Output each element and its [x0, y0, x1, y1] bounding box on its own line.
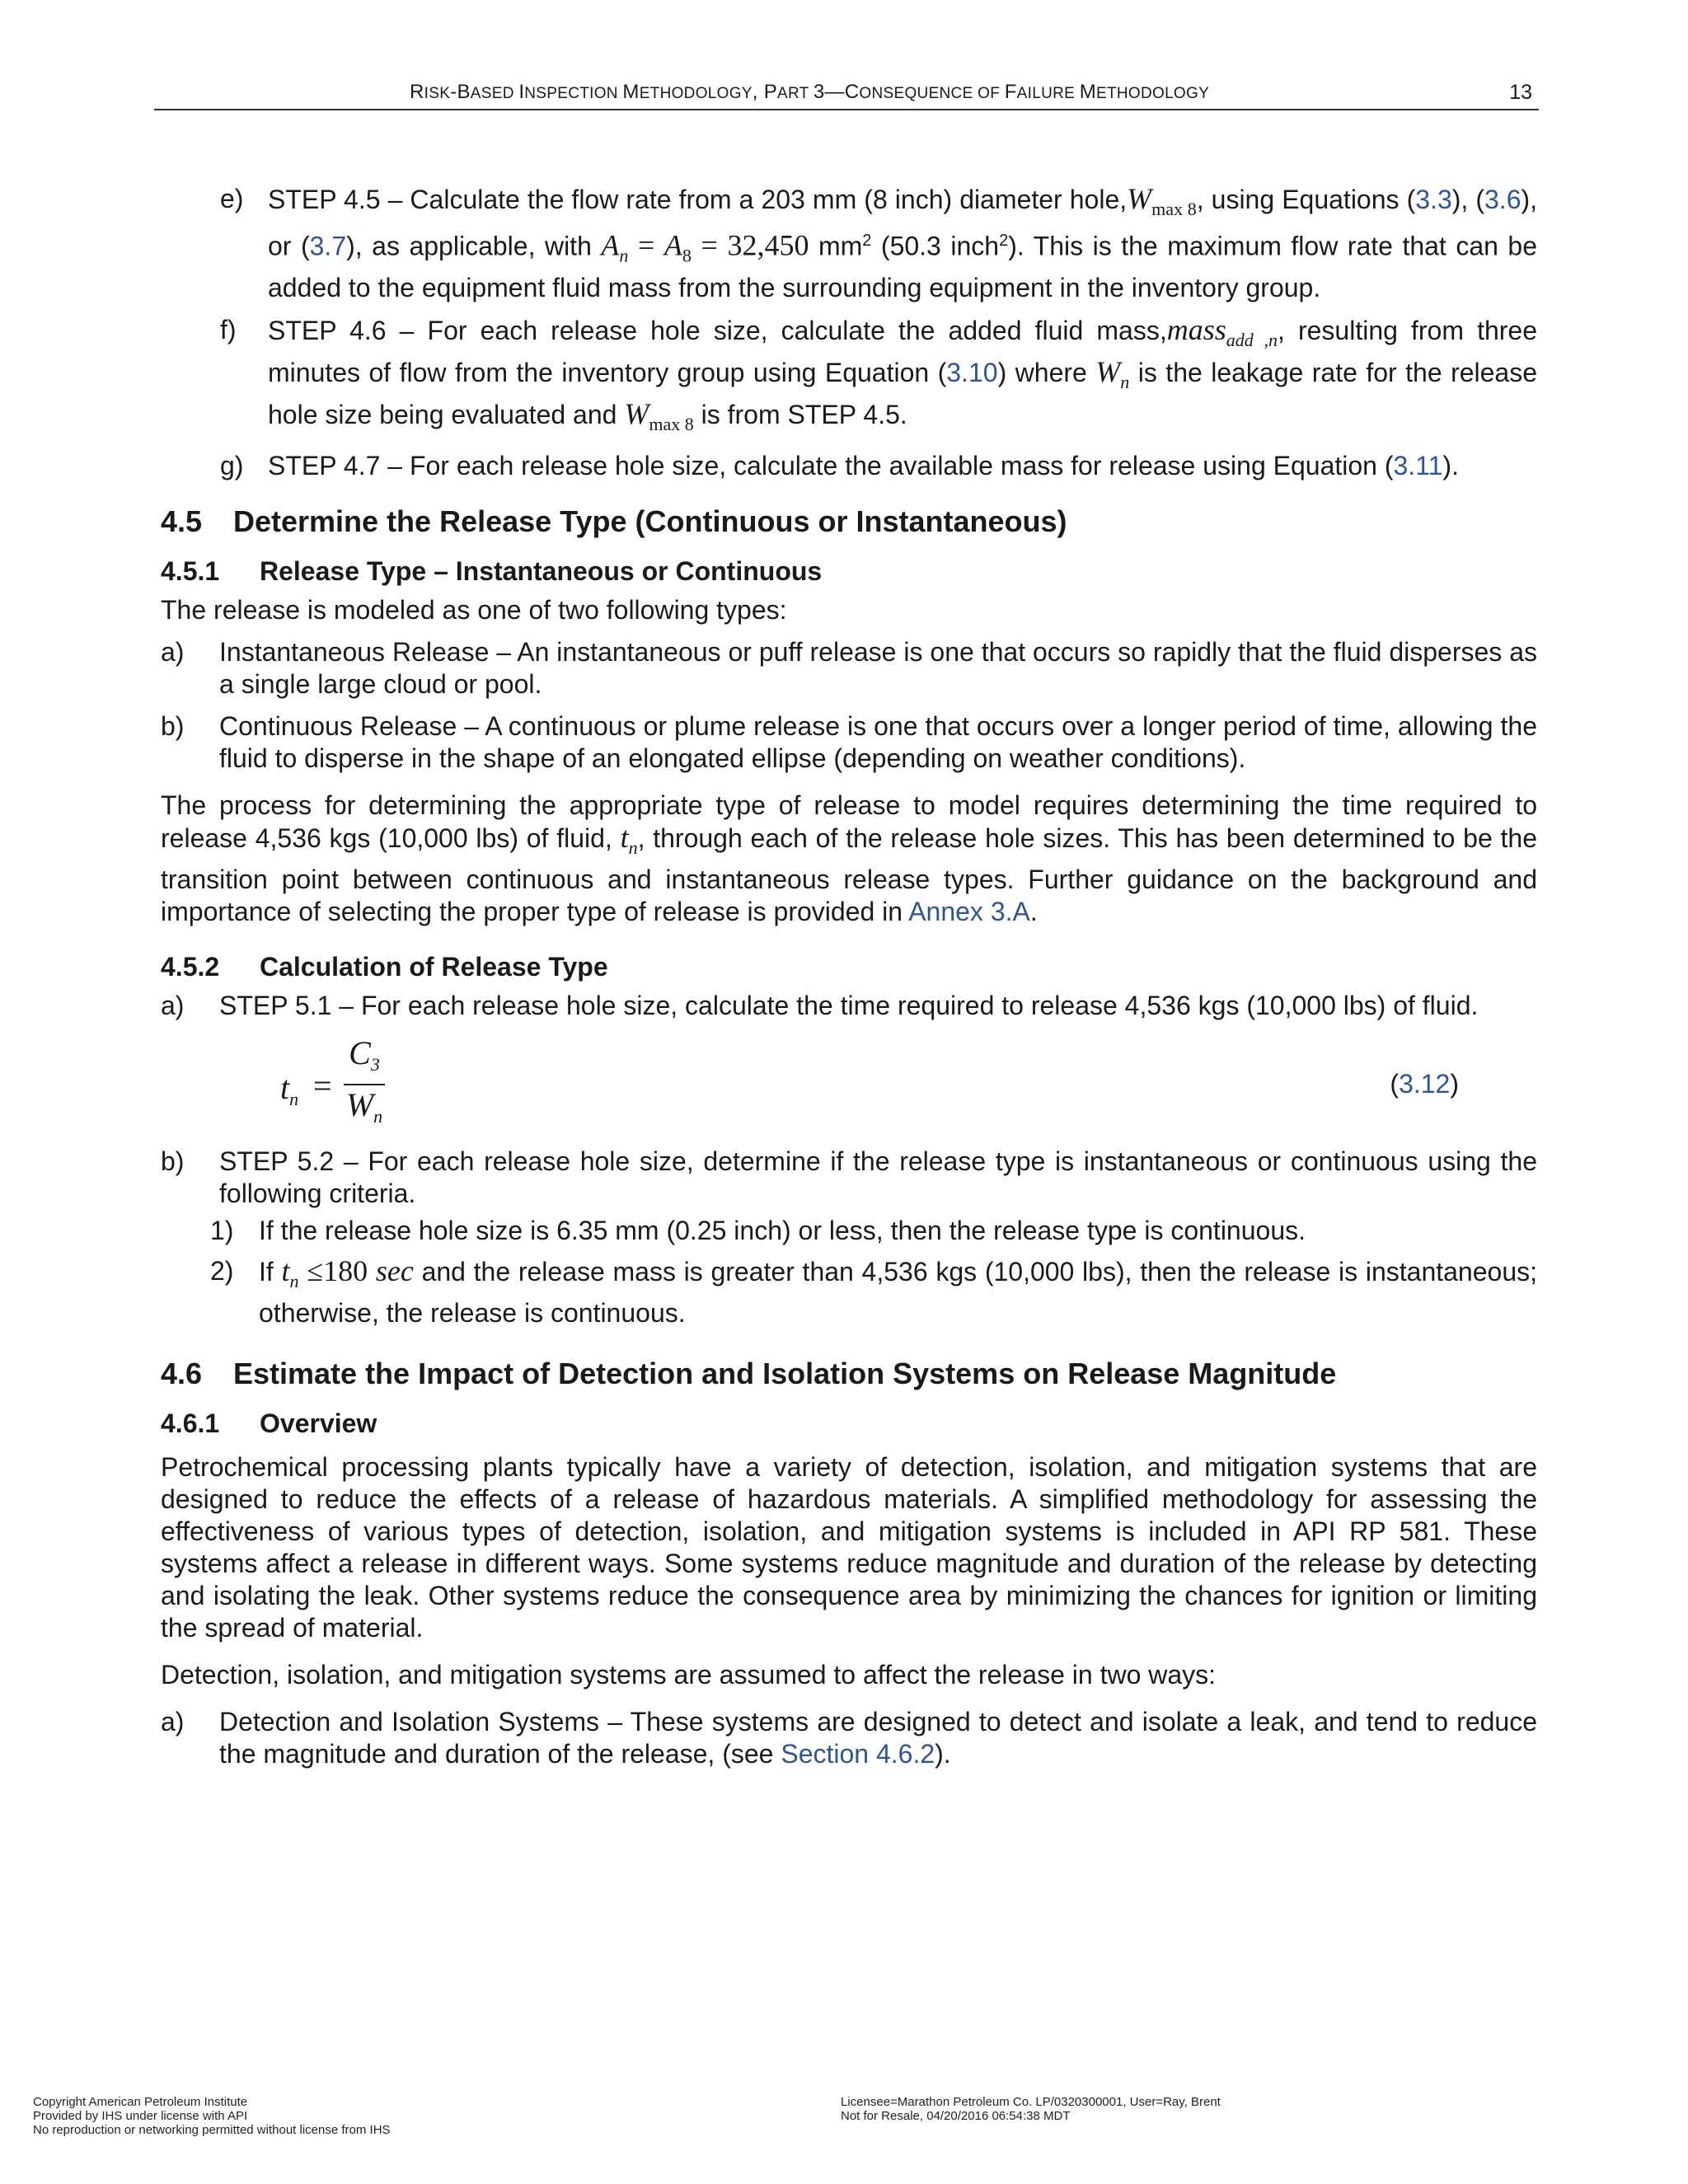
criterion-2: 2) If $t_n \le 180$ sec and the release mass is greater than 4,536 kgs (10,000 lbs), then the release is instantaneous; otherwise, the release is continuous. — [210, 1254, 1538, 1328]
paragraph: The process for determining the appropriate type of release to model requires determining the time required to release 4,536 kgs (10,000 lbs) of fluid, $t_n$, through each of the release hole sizes. This has been determined to be the transition point between continuous and instantaneous release types. Further guidance on the background and importance of selecting the proper type of release is provided in Annex 3.A. — [161, 790, 1538, 926]
step-5-2: b) STEP 5.2 – For each release hole size, determine if the release type is instantaneous or continuous using the following criteria. — [161, 1146, 1537, 1208]
section-heading-4-6: 4.6 Estimate the Impact of Detection and Isolation Systems on Release Magnitude — [161, 1356, 1337, 1390]
annex-link[interactable]: Annex 3.A — [908, 896, 1030, 926]
page-number: 13 — [1509, 81, 1532, 104]
criterion-1: 1) If the release hole size is 6.35 mm (0.25 inch) or less, then the release type is continuous. — [210, 1215, 1306, 1245]
section-heading-4-5: 4.5 Determine the Release Type (Continuous or Instantaneous) — [161, 504, 1067, 538]
step-5-1: a) STEP 5.1 – For each release hole size, calculate the time required to release 4,536 kgs (10,000 lbs) of fluid. — [161, 990, 1479, 1020]
subsection-heading-4-5-1: 4.5.1 Release Type – Instantaneous or Continuous — [161, 555, 823, 586]
subsection-heading-4-5-2: 4.5.2 Calculation of Release Type — [161, 951, 608, 982]
equation-3-12: $t_n$ = $C_3$ $W_n$ (3.12) — [161, 1037, 1537, 1134]
equation-link-3-11[interactable]: 3.11 — [1393, 450, 1443, 480]
step-4-5: e) STEP 4.5 – Calculate the flow rate from a 203 mm (8 inch) diameter $hole,W_{max 8}$, using Equations (3.3), (3.6), or (3.7), as applicable, with $A_n = A_8 = 32,450$ $mm^2$ (50.3 inch$^2$). This is the maximum flow rate that can be added to the equipment fluid mass from the surrounding equipment in the inventory group. — [220, 182, 1538, 302]
list-item: a) Detection and Isolation Systems – These systems are designed to detect and isolate a leak, and tend to reduce the magnitude and duration of the release, (see Section 4.6.2). — [161, 1706, 1537, 1769]
equation-number: (3.12) — [1390, 1068, 1459, 1099]
footer-license: Licensee=Marathon Petroleum Co. LP/0320300001, User=Ray, Brent Not for Resale, 04/20/2016 06:54:38 MDT — [841, 2095, 1221, 2123]
criteria-list — [161, 1215, 1537, 1329]
subsection-heading-4-6-1: 4.6.1 Overview — [161, 1408, 377, 1438]
section-link-4-6-2[interactable]: Section 4.6.2 — [781, 1738, 935, 1769]
fraction: $C_3$ $W_n$ — [344, 1037, 385, 1132]
equation-link-3-7[interactable]: 3.7 — [309, 231, 347, 261]
systems-list — [161, 1706, 1537, 1770]
paragraph: Detection, isolation, and mitigation systems are assumed to affect the release in two ways: — [161, 1659, 1217, 1690]
step-4-7: g) STEP 4.7 – For each release hole size, calculate the available mass for release using Equation (3.11). — [220, 450, 1459, 480]
list-item: a) Instantaneous Release – An instantaneous or puff release is one that occurs so rapidly that the fluid disperses as a single large cloud or pool. — [161, 636, 1537, 699]
step-4-6: f) STEP 4.6 – For each release hole size, calculate the added fluid mass,mass$_{add ,n}$, resulting from three minutes of flow from the inventory group using Equation (3.10) where $W_n$ is the leakage rate for the release hole size being evaluated and $W_{max 8}$ is from STEP 4.5. — [220, 312, 1538, 434]
list-item: b) Continuous Release – A continuous or plume release is one that occurs over a longer period of time, allowing the fluid to disperse in the shape of an elongated ellipse (depending on weather conditions). — [161, 710, 1537, 773]
main-content — [161, 183, 1537, 1780]
header-title: RISK-BASED INSPECTION METHODOLOGY, PART 3—CONSEQUENCE OF FAILURE METHODOLOGY — [410, 81, 1210, 103]
steps-list — [161, 183, 1537, 482]
release-type-steps — [161, 990, 1537, 1022]
footer-copyright: Copyright American Petroleum Institute Provided by IHS under license with API No reproduction or networking permitted without license from IHS — [33, 2095, 391, 2137]
running-header — [154, 79, 1539, 110]
equation-link-3-6[interactable]: 3.6 — [1484, 185, 1522, 214]
equation-link-3-10[interactable]: 3.10 — [946, 357, 998, 387]
paragraph: The release is modeled as one of two following types: — [161, 594, 787, 625]
paragraph: Petrochemical processing plants typically have a variety of detection, isolation, and mitigation systems that are designed to reduce the effects of a release of hazardous materials. A simplified methodology for assessing the effectiveness of various types of detection, isolation, and mitigation systems is included in API RP 581. These systems affect a release in different ways. Some systems reduce magnitude and duration of the release by detecting and isolating the leak. Other systems reduce the consequence area by minimizing the chances for ignition or limiting the spread of material. — [161, 1451, 1537, 1643]
release-type-steps-cont — [161, 1146, 1537, 1210]
equation-link-3-3[interactable]: 3.3 — [1415, 185, 1452, 214]
release-types-list — [161, 636, 1537, 775]
